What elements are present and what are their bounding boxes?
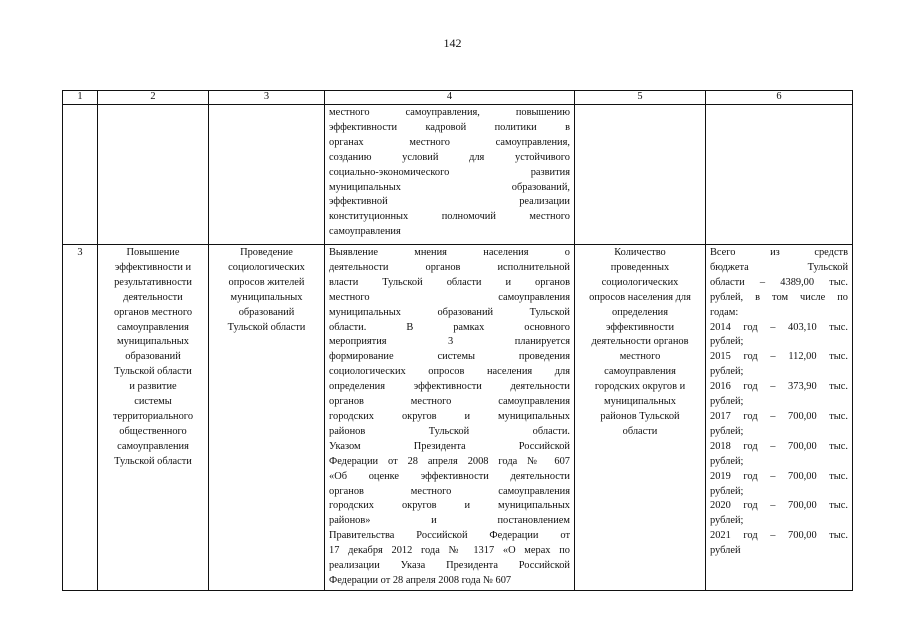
text-line: Тульской области (227, 321, 306, 333)
continuation-cell-5 (575, 105, 706, 245)
text-line: Проведение (240, 247, 293, 258)
text-line: муниципальных образований, (329, 181, 570, 193)
funding-cell (706, 245, 853, 591)
text-line: муниципальных (604, 396, 676, 408)
text-line: опросов жителей (228, 276, 305, 288)
page-number: 142 (443, 36, 462, 50)
text-line: 2017 год – 700,00 тыс. (710, 410, 848, 422)
header-cell-4: 4 (325, 91, 575, 105)
text-line: местного самоуправления, повышению (329, 107, 570, 118)
description-cell (325, 245, 575, 591)
continuation-cell-2 (98, 105, 209, 245)
text-line: социологических (228, 261, 305, 273)
text-line: деятельности (123, 291, 183, 303)
text-line: области – 4389,00 тыс. (710, 276, 848, 288)
text-line: эффективности и (114, 261, 192, 273)
text-line: районов» и постановлением (329, 515, 570, 527)
text-line: социально-экономического развития (329, 166, 570, 178)
text-line: области (622, 425, 658, 437)
text-line: «Об оценке эффективности деятельности (329, 470, 570, 482)
text-line: социологических (601, 276, 679, 288)
text-line: рублей; (710, 485, 744, 497)
text-line: 2021 год – 700,00 тыс. (710, 530, 848, 542)
text-line: Выявление мнения населения о (329, 247, 570, 258)
text-line: органов местного самоуправления (329, 485, 570, 497)
text-line: образований (238, 306, 295, 318)
text-line: 2015 год – 112,00 тыс. (710, 351, 848, 363)
text-line: местного (619, 351, 661, 363)
text-line: органов местного (113, 306, 193, 318)
text-line: районов Тульской (600, 410, 680, 422)
text-line: 2016 год – 373,90 тыс. (710, 381, 848, 393)
text-line: 2018 год – 700,00 тыс. (710, 440, 848, 452)
text-line: социологических опросов населения для (329, 366, 570, 378)
text-line: Указом Президента Российской (329, 440, 570, 452)
text-line: власти Тульской области и органов (329, 276, 570, 288)
text-line: Количество (614, 247, 666, 258)
text-line: 2020 год – 700,00 тыс. (710, 500, 848, 512)
program-table (62, 90, 853, 591)
continuation-cell-1 (63, 105, 98, 245)
text-line: районов Тульской области. (329, 425, 570, 437)
header-cell-6: 6 (706, 91, 853, 105)
text-line: 2014 год – 403,10 тыс. (710, 321, 848, 333)
table-row (63, 245, 853, 591)
indicator-cell (575, 245, 706, 591)
text-line: эффективности кадровой политики в (329, 121, 570, 133)
text-line: созданию условий для устойчивого (329, 151, 570, 163)
text-line: городских округов и муниципальных (329, 500, 570, 512)
text-line: рублей, в том числе по (710, 291, 848, 303)
text-line: проведенных (610, 261, 670, 273)
text-line: системы (134, 396, 172, 408)
text-line: органов местного самоуправления (329, 396, 570, 408)
text-line: рублей; (710, 336, 744, 348)
text-line: эффективности (605, 321, 675, 333)
text-line: формирование системы проведения (329, 351, 570, 363)
text-line: 2019 год – 700,00 тыс. (710, 470, 848, 482)
text-line: деятельности органов исполнительной (329, 261, 570, 273)
text-line: муниципальных образований Тульской (329, 306, 570, 318)
text-line: самоуправления (604, 366, 676, 378)
text-line: рублей; (710, 455, 744, 467)
text-line: мероприятия 3 планируется (329, 336, 570, 348)
continuation-row (63, 105, 853, 245)
text-line: результативности (114, 276, 192, 288)
text-line: деятельности органов (591, 336, 689, 348)
text-line: рублей; (710, 515, 744, 527)
row-number-cell: 3 (63, 245, 98, 591)
text-line: определения (611, 306, 669, 318)
task-cell (98, 245, 209, 591)
text-line: рублей; (710, 396, 744, 408)
continuation-cell-6 (706, 105, 853, 245)
header-cell-5: 5 (575, 91, 706, 105)
text-line: рублей (710, 545, 741, 557)
header-row (63, 91, 853, 105)
text-line: Федерации от 28 апреля 2008 года № 607 (329, 455, 570, 467)
text-line: 17 декабря 2012 года № 1317 «О мерах по (329, 545, 570, 557)
text-line: Федерации от 28 апреля 2008 года № 607 (329, 574, 512, 586)
text-line: бюджета Тульской (710, 261, 848, 273)
activity-cell (209, 245, 325, 591)
text-line: годам: (710, 306, 739, 318)
text-line: органах местного самоуправления, (329, 136, 570, 148)
text-line: муниципальных (230, 291, 303, 303)
header-cell-2: 2 (98, 91, 209, 105)
text-line: самоуправления (117, 440, 189, 452)
text-line: городских округов и (594, 381, 686, 393)
text-line: муниципальных (117, 336, 189, 348)
text-line: и развитие (129, 381, 177, 393)
continuation-cell-3 (209, 105, 325, 245)
continuation-description-cell (325, 105, 575, 245)
text-line: опросов населения для (589, 291, 691, 303)
text-line: общественного (119, 425, 187, 437)
text-line: образований (125, 351, 181, 363)
header-cell-3: 3 (209, 91, 325, 105)
text-line: рублей; (710, 366, 744, 378)
text-line: самоуправления (329, 226, 401, 238)
text-line: рублей; (710, 425, 744, 437)
text-line: определения эффективности деятельности (329, 381, 570, 393)
text-line: самоуправления (117, 321, 189, 333)
text-line: Правительства Российской Федерации от (329, 530, 570, 542)
header-cell-1: 1 (63, 91, 98, 105)
text-line: реализации Указа Президента Российской (329, 560, 570, 572)
text-line: Всего из средств (710, 247, 848, 258)
text-line: городских округов и муниципальных (329, 410, 570, 422)
text-line: Тульской области (114, 366, 192, 378)
text-line: местного самоуправления (329, 291, 570, 303)
text-line: эффективной реализации (329, 196, 570, 208)
text-line: Повышение (126, 247, 180, 258)
text-line: территориального (112, 410, 194, 422)
text-line: области. В рамках основного (329, 321, 570, 333)
text-line: конституционных полномочий местного (329, 211, 570, 223)
text-line: Тульской области (114, 455, 192, 467)
